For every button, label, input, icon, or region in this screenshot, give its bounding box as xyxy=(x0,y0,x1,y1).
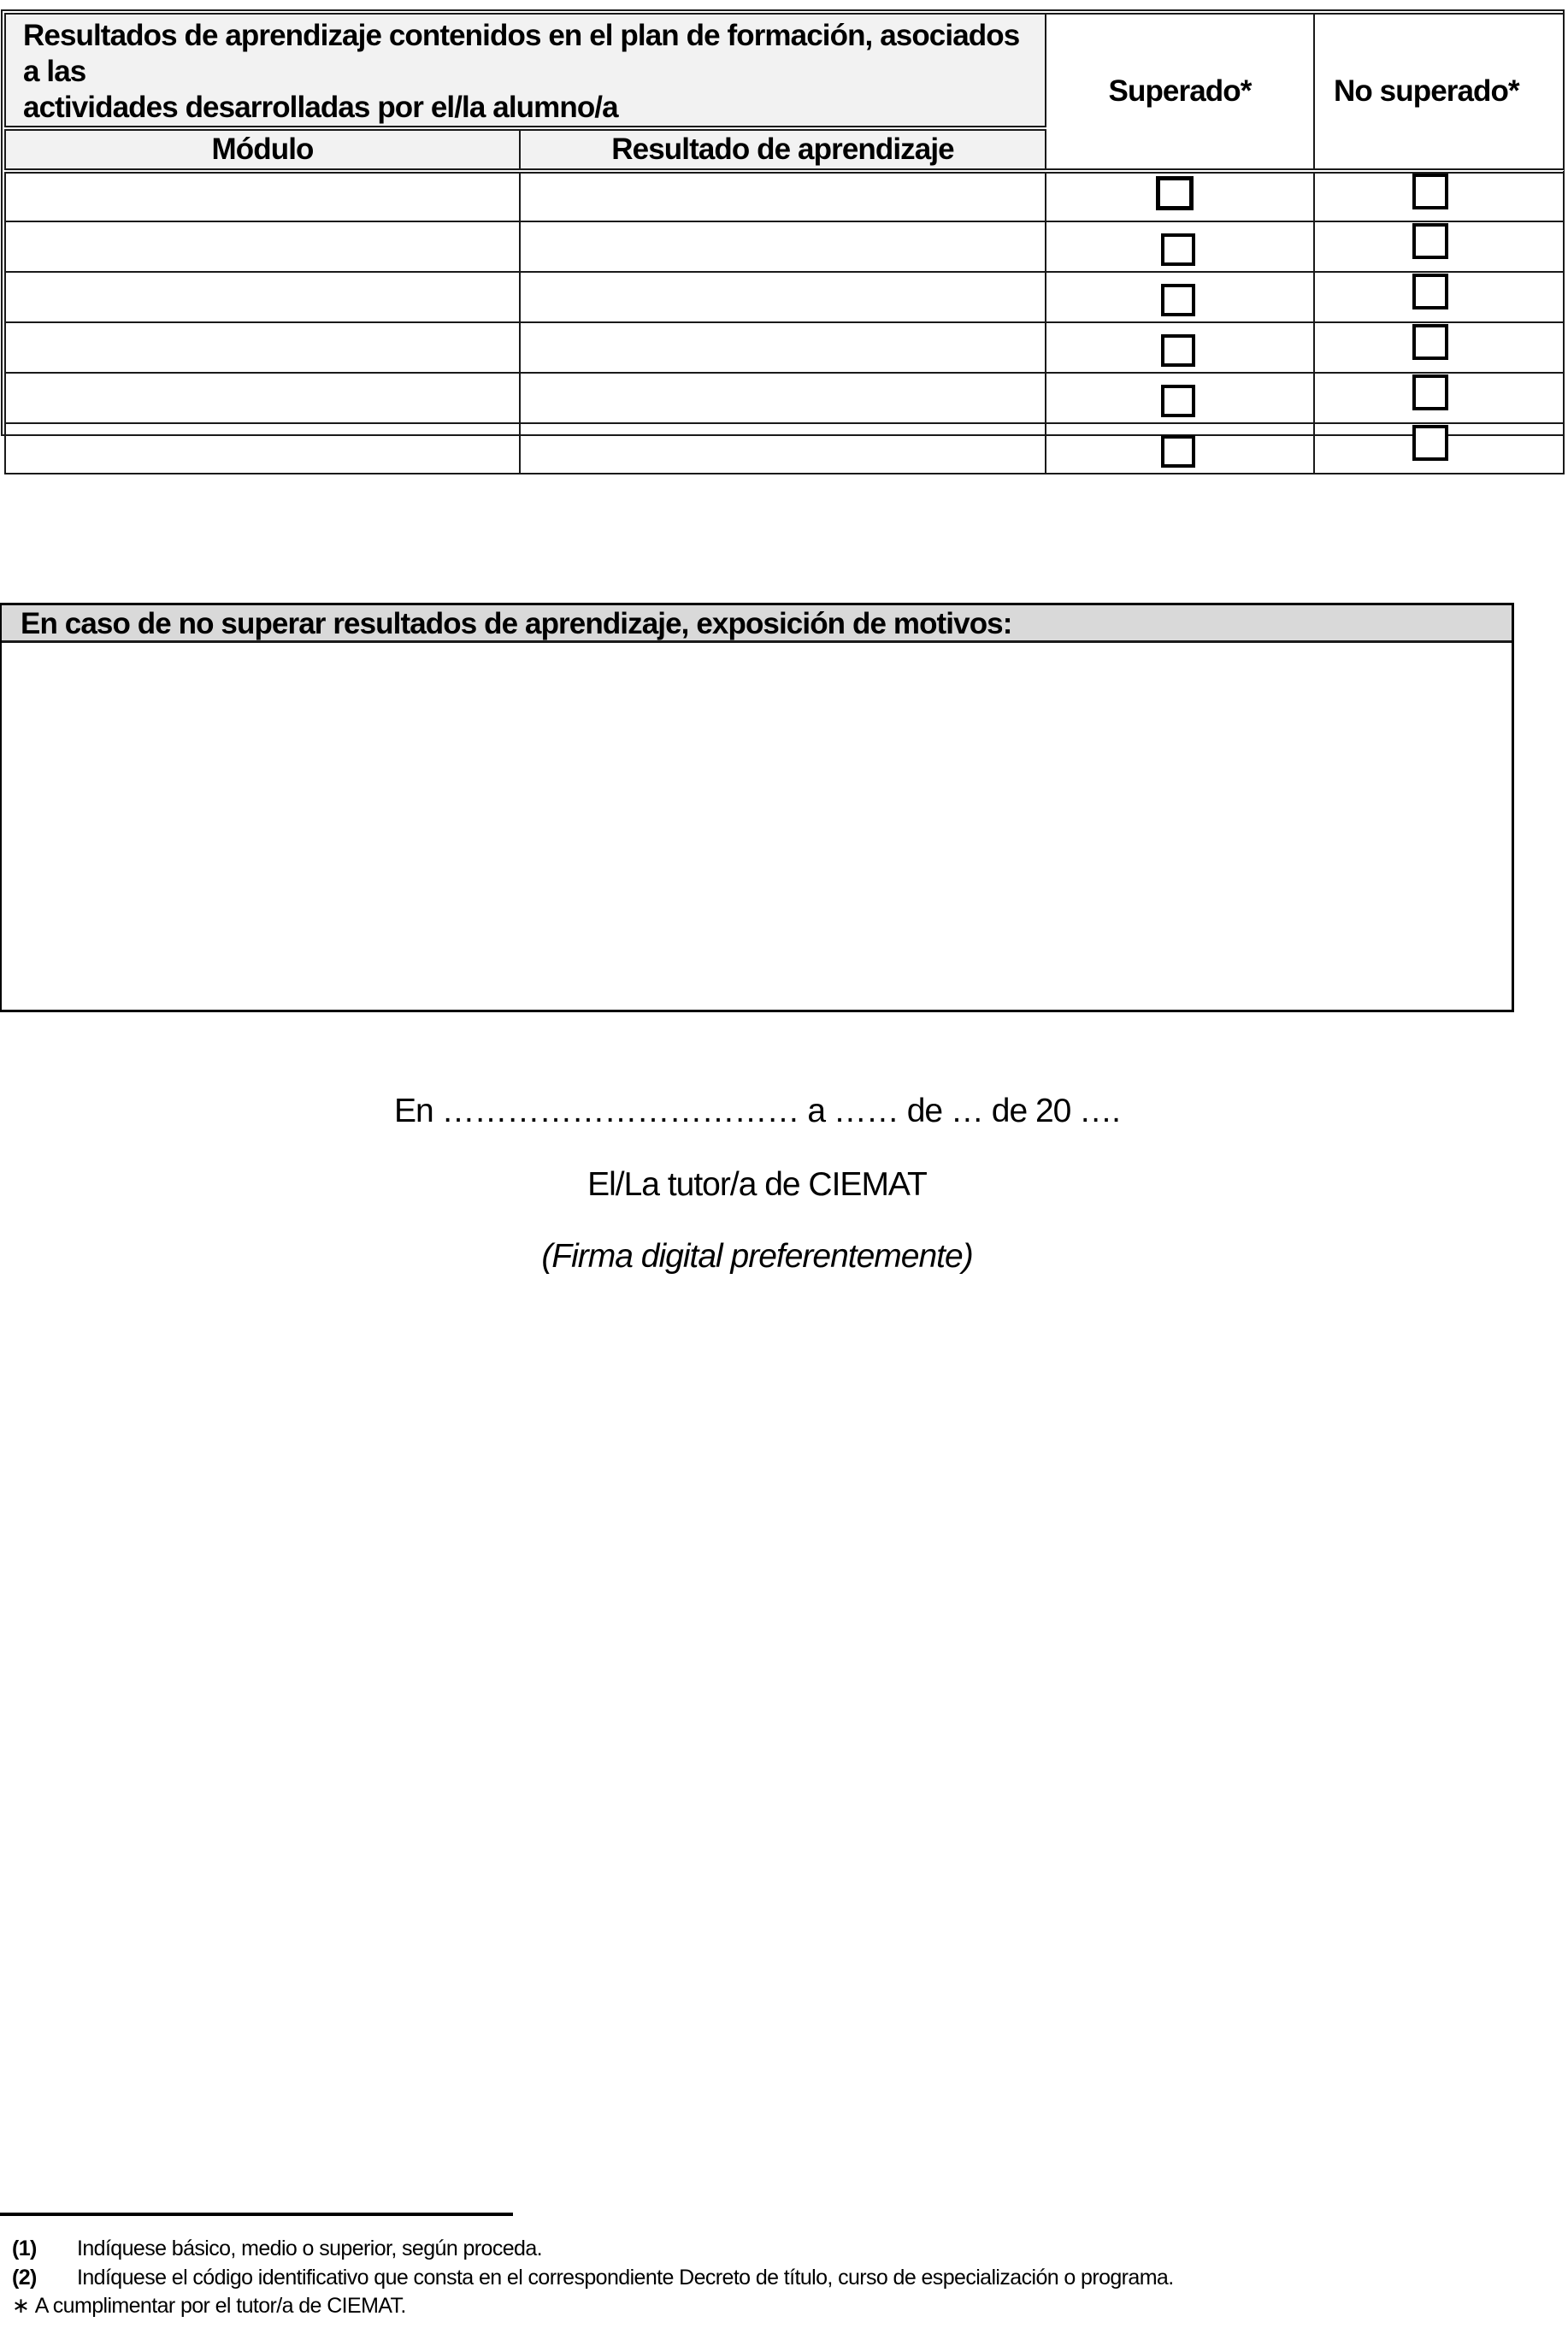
learning-outcomes-table-frame xyxy=(1,9,1565,436)
learning-outcome-cell[interactable] xyxy=(520,423,1046,474)
table-title xyxy=(5,14,1046,128)
table-title-line-2: actividades desarrolladas por el/la alumno/a xyxy=(23,91,618,124)
not-passed-checkbox[interactable] xyxy=(1412,324,1448,360)
passed-checkbox[interactable] xyxy=(1161,233,1195,266)
table-row xyxy=(5,272,1564,322)
learning-outcome-input[interactable] xyxy=(521,273,1045,321)
learning-outcomes-table xyxy=(4,13,1565,474)
learning-outcome-cell[interactable] xyxy=(520,373,1046,423)
module-input[interactable] xyxy=(6,273,519,321)
module-cell[interactable] xyxy=(5,171,520,221)
column-header-learning-outcome: Resultado de aprendizaje xyxy=(520,128,1046,171)
module-cell[interactable] xyxy=(5,322,520,373)
module-input[interactable] xyxy=(6,424,519,473)
footnote-text: Indíquese el código identificativo que consta en el correspondiente Decreto de título, curso de especialización o programa. xyxy=(77,2265,1174,2290)
footnote-3 xyxy=(12,2292,1174,2321)
module-input[interactable] xyxy=(6,174,519,221)
passed-checkbox[interactable] xyxy=(1161,385,1195,417)
column-header-module: Módulo xyxy=(5,128,520,171)
table-row xyxy=(5,373,1564,423)
footnotes xyxy=(12,2235,1174,2321)
date-place-line[interactable]: En …………………………… a …… de … de 20 …. xyxy=(393,1093,1121,1129)
footnote-text: A cumplimentar por el tutor/a de CIEMAT. xyxy=(34,2294,406,2318)
module-input[interactable] xyxy=(6,222,519,271)
not-passed-cell xyxy=(1314,171,1564,221)
column-header-passed: Superado* xyxy=(1046,14,1314,171)
passed-checkbox[interactable] xyxy=(1161,284,1195,316)
table-row xyxy=(5,423,1564,474)
module-input[interactable] xyxy=(6,323,519,372)
learning-outcome-input[interactable] xyxy=(521,323,1045,372)
learning-outcome-input[interactable] xyxy=(521,222,1045,271)
learning-outcome-input[interactable] xyxy=(521,424,1045,473)
not-passed-checkbox[interactable] xyxy=(1412,274,1448,309)
passed-checkbox[interactable] xyxy=(1156,176,1194,210)
passed-checkbox[interactable] xyxy=(1161,334,1195,367)
footnote-1 xyxy=(12,2235,1174,2264)
passed-checkbox[interactable] xyxy=(1161,435,1195,468)
passed-cell xyxy=(1046,272,1314,322)
footnote-separator xyxy=(0,2213,513,2216)
module-cell[interactable] xyxy=(5,272,520,322)
table-header-row xyxy=(5,14,1564,128)
module-cell[interactable] xyxy=(5,221,520,272)
asterisk-marker: ∗ xyxy=(12,2294,30,2318)
table-row xyxy=(5,221,1564,272)
learning-outcome-cell[interactable] xyxy=(520,322,1046,373)
not-passed-cell xyxy=(1314,373,1564,423)
column-header-not-passed: No superado* xyxy=(1314,14,1564,171)
table-title-line-1: Resultados de aprendizaje contenidos en el plan de formación, asociados a las xyxy=(23,19,1020,88)
passed-cell xyxy=(1046,171,1314,221)
motives-header: En caso de no superar resultados de aprendizaje, exposición de motivos: xyxy=(2,605,1512,643)
footnote-marker: (2) xyxy=(12,2265,37,2290)
passed-cell xyxy=(1046,322,1314,373)
signer-role: El/La tutor/a de CIEMAT xyxy=(587,1166,927,1203)
learning-outcome-cell[interactable] xyxy=(520,221,1046,272)
passed-cell xyxy=(1046,373,1314,423)
learning-outcome-input[interactable] xyxy=(521,374,1045,422)
signature-note: (Firma digital preferentemente) xyxy=(541,1238,973,1275)
module-input[interactable] xyxy=(6,374,519,422)
not-passed-cell xyxy=(1314,322,1564,373)
learning-outcome-input[interactable] xyxy=(521,174,1045,221)
not-passed-checkbox[interactable] xyxy=(1412,425,1448,461)
not-passed-checkbox[interactable] xyxy=(1412,223,1448,259)
footnote-2 xyxy=(12,2264,1174,2293)
module-cell[interactable] xyxy=(5,373,520,423)
not-passed-checkbox[interactable] xyxy=(1412,374,1448,410)
motives-section xyxy=(0,603,1514,1012)
not-passed-cell xyxy=(1314,272,1564,322)
not-passed-checkbox[interactable] xyxy=(1412,174,1448,209)
not-passed-cell xyxy=(1314,423,1564,474)
footnote-marker: (1) xyxy=(12,2237,37,2260)
passed-cell xyxy=(1046,423,1314,474)
footnote-text: Indíquese básico, medio o superior, según proceda. xyxy=(77,2237,542,2260)
module-cell[interactable] xyxy=(5,423,520,474)
motives-textarea[interactable] xyxy=(2,643,1512,1010)
learning-outcome-cell[interactable] xyxy=(520,171,1046,221)
table-row xyxy=(5,171,1564,221)
passed-cell xyxy=(1046,221,1314,272)
not-passed-cell xyxy=(1314,221,1564,272)
table-row xyxy=(5,322,1564,373)
learning-outcome-cell[interactable] xyxy=(520,272,1046,322)
